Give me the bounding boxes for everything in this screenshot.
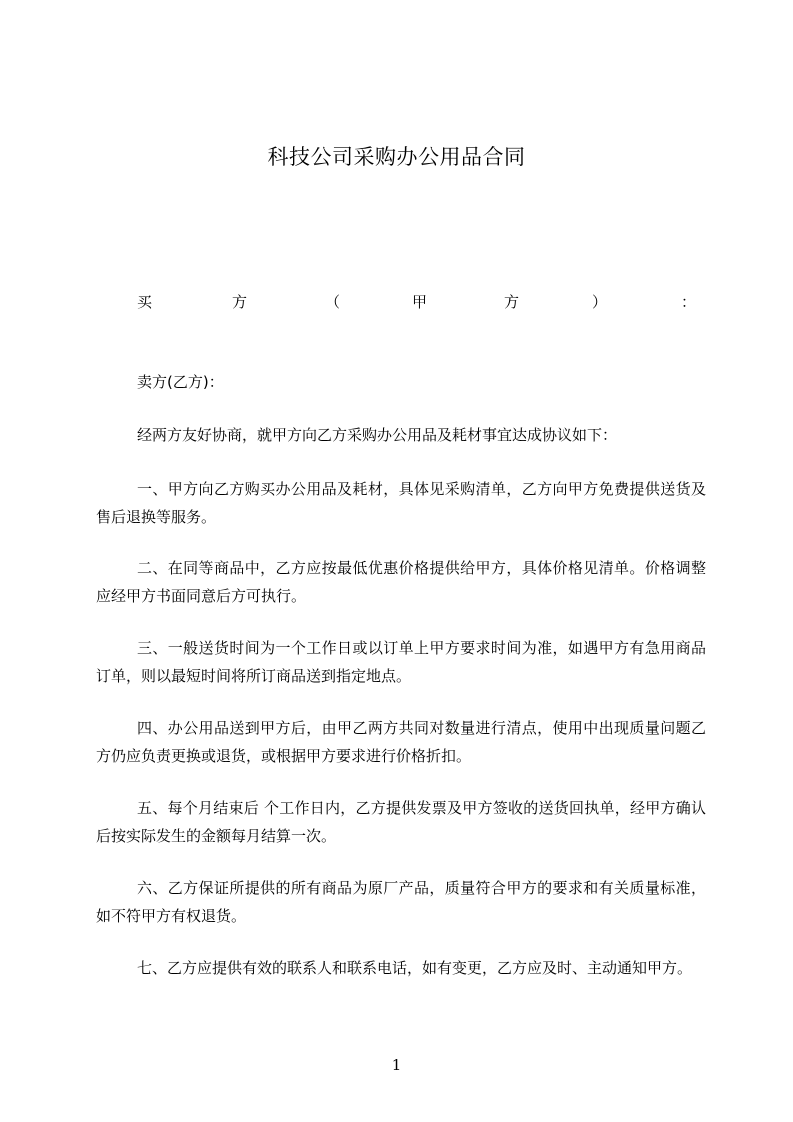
buyer-char: 方 <box>504 293 520 311</box>
clause-paragraph: 四、办公用品送到甲方后，由甲乙两方共同对数量进行清点，使用中出现质量问题乙方仍应负责更换或退货，或根据甲方要求进行价格折扣。 <box>96 719 706 765</box>
clause-paragraph: 二、在同等商品中，乙方应按最低优惠价格提供给甲方，具体价格见清单。价格调整应经甲方书面同意后方可执行。 <box>96 559 706 605</box>
clause-paragraph: 五、每个月结束后 个工作日内，乙方提供发票及甲方签收的送货回执单，经甲方确认后按实际发生的金额每月结算一次。 <box>96 799 706 845</box>
buyer-char: 方 <box>232 293 248 311</box>
buyer-char: ： <box>681 293 697 311</box>
document-title: 科技公司采购办公用品合同 <box>267 145 526 169</box>
clause-paragraph: 七、乙方应提供有效的联系人和联系电话，如有变更，乙方应及时、主动通知甲方。 <box>137 959 693 977</box>
buyer-char: ） <box>592 293 608 311</box>
clause-paragraph: 一、甲方向乙方购买办公用品及耗材，具体见采购清单，乙方向甲方免费提供送货及售后退换等服务。 <box>96 480 706 526</box>
clause-paragraph: 六、乙方保证所提供的所有商品为原厂产品，质量符合甲方的要求和有关质量标准，如不符甲方有权退货。 <box>96 879 706 925</box>
seller-line: 卖方(乙方)： <box>137 373 224 391</box>
buyer-char: （ <box>325 293 341 311</box>
buyer-char: 买 <box>137 293 153 311</box>
buyer-char: 甲 <box>412 293 428 311</box>
clause-paragraph: 三、一般送货时间为一个工作日或以订单上甲方要求时间为准，如遇甲方有急用商品订单，则以最短时间将所订商品送到指定地点。 <box>96 639 706 685</box>
buyer-line <box>137 290 697 314</box>
page-number: 1 <box>391 1056 402 1074</box>
intro-paragraph: 经两方友好协商，就甲方向乙方采购办公用品及耗材事宜达成协议如下： <box>137 426 618 444</box>
